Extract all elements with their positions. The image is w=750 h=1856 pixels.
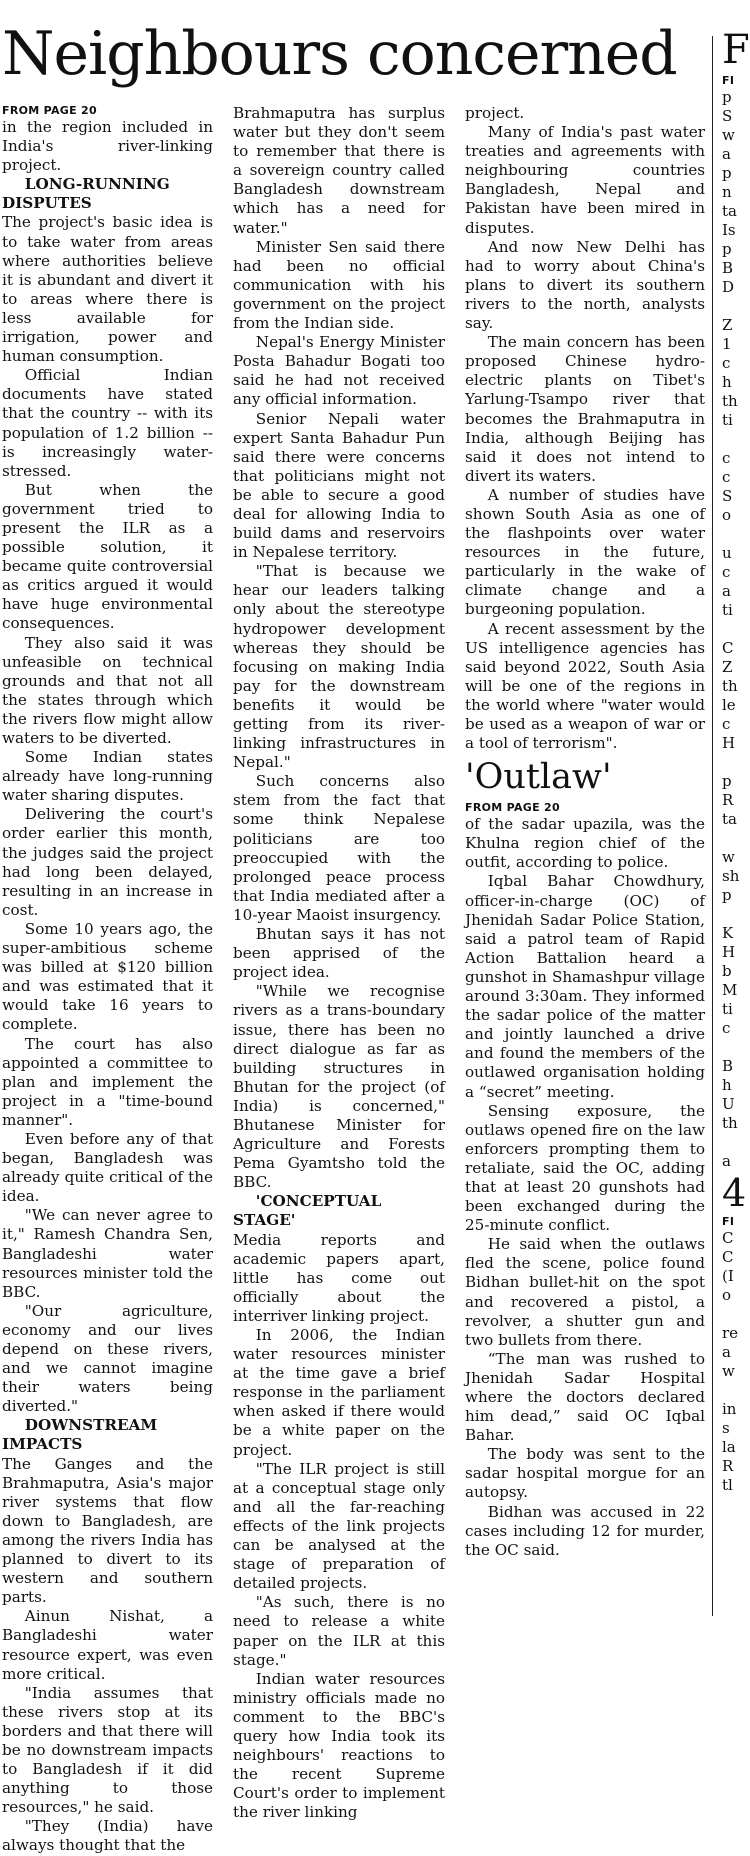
paragraph: "Our agriculture, economy and our lives depend on these rivers, and we cannot imagine their waters being diverted." [2,1301,213,1416]
paragraph: He said when the outlaws fled the scene, police found Bidhan bullet-hit on the spot and recovered a pistol, a revolver, a shutter gun and two bullets from there. [465,1235,705,1349]
clipped-line-fragment: p [722,240,732,258]
subheading: DOWNSTREAM IMPACTS [2,1416,158,1454]
continued-from-kicker: FROM PAGE 20 [2,104,97,117]
clipped-line-fragment: H [722,943,736,961]
article-column-3 [465,104,705,1560]
paragraph: But when the government tried to present the ILR as a possible solution, it became quite controversial as critics argued it would have huge environmental consequences. [2,480,213,633]
clipped-next-article [722,27,750,1495]
paragraph: The main concern has been proposed Chinese hydro-electric plants on Tibet's Yarlung-Tsampo river that becomes the Brahmaputra in India, although Beijing has said it does not intend to divert its waters. [465,333,705,485]
paragraph: “The man was rushed to Jhenidah Sadar Hospital where the doctors declared him dead,” said OC Iqbal Bahar. [465,1349,705,1445]
paragraph: The body was sent to the sadar hospital morgue for an autopsy. [465,1445,705,1502]
clipped-line-fragment [722,525,730,544]
clipped-line-fragment: K [722,924,734,942]
clipped-line-fragment: w [722,848,735,866]
clipped-line-fragment: a [722,1343,731,1361]
paragraph: In 2006, the Indian water resources minister at the time gave a brief response in the parliament when asked if there would be a white paper on the project. [233,1326,445,1459]
clipped-line-fragment: S [722,107,733,125]
continued-from-kicker: FROM PAGE 20 [465,801,560,815]
column-divider [712,36,713,1616]
paragraph: Such concerns also stem from the fact that some think Nepalese politicians are too preoccupied with the prolonged peace process that India mediated after a 10-year Maoist insurgency. [233,772,445,924]
clipped-line-fragment: n [722,183,732,201]
clipped-line-fragment: R [722,1457,734,1475]
clipped-line-fragment: re [722,1324,739,1342]
clipped-line-fragment: a [722,1152,731,1170]
clipped-line-fragment: C [722,1248,734,1266]
paragraph: Some 10 years ago, the super-ambitious scheme was billed at $120 billion and was estimated that it would take 16 years to complete. [2,919,213,1034]
clipped-line-fragment: 1 [722,335,732,353]
paragraph: Indian water resources ministry officials made no comment to the BBC's query how India took its neighbours' reactions to the recent Supreme Court's order to implement the river linking [233,1669,445,1822]
article-column-2 [233,104,445,1822]
clipped-line-fragment: c [722,715,731,733]
clipped-line-fragment: S [722,487,733,505]
clipped-text-fragments-2 [722,1229,739,1495]
clipped-line-fragment: le [722,696,736,714]
outlaw-headline: 'Outlaw' [465,757,612,798]
clipped-line-fragment: o [722,506,732,524]
clipped-line-fragment [722,297,730,316]
clipped-line-fragment [722,829,730,848]
clipped-kicker-2: FI [722,1215,735,1228]
paragraph: Sensing exposure, the outlaws opened fire on the law enforcers prompting them to retaliate, said the OC, adding that at least 20 gunshots had been exchanged during the 25-minute conflict. [465,1101,705,1235]
clipped-line-fragment: M [722,981,738,999]
clipped-line-fragment [722,1305,730,1324]
clipped-line-fragment: c [722,468,731,486]
clipped-line-fragment: p [722,164,732,182]
paragraph: Some Indian states already have long-running water sharing disputes. [2,748,213,805]
paragraph: Bhutan says it has not been apprised of the project idea. [233,925,445,982]
paragraph: And now New Delhi has had to worry about China's plans to divert its southern rivers to the north, analysts say. [465,237,705,333]
clipped-text-fragments [722,88,740,1171]
paragraph: Iqbal Bahar Chowdhury, officer-in-charge (OC) of Jhenidah Sadar Police Station, said a patrol team of Rapid Action Battalion heard a gunshot in Shamashpur village around 3:30am. They informed the sadar police of the matter and jointly launched a drive and found the members of the outlawed organisation holding a “secret” meeting. [465,872,705,1101]
clipped-line-fragment: sh [722,867,740,885]
clipped-line-fragment: th [722,1114,738,1132]
clipped-line-fragment: c [722,563,731,581]
clipped-line-fragment: a [722,582,731,600]
clipped-line-fragment [722,1038,730,1057]
paragraph: Media reports and academic papers apart, little has come out officially about the interriver linking project. [233,1230,445,1325]
subheading: LONG-RUNNING DISPUTES [2,175,170,213]
clipped-line-fragment: H [722,734,736,752]
clipped-line-fragment: C [722,1229,734,1247]
clipped-line-fragment: a [722,145,731,163]
paragraph: in the region included in India's river-linking project. [2,118,213,175]
paragraph: "As such, there is no need to release a white paper on the ILR at this stage." [233,1593,445,1669]
paragraph: Senior Nepali water expert Santa Bahadur Pun said there were concerns that politicians might not be able to secure a good deal for allowing India to build dams and reservoirs in Nepalese territory. [233,409,445,562]
clipped-line-fragment [722,905,730,924]
clipped-line-fragment: R [722,791,734,809]
clipped-line-fragment [722,1133,730,1152]
paragraph: A recent assessment by the US intelligence agencies has said beyond 2022, South Asia will be one of the regions in the world where "water would be used as a weapon of war or a tool of terrorism". [465,619,705,753]
paragraph: of the sadar upazila, was the Khulna region chief of the outfit, according to police. [465,815,705,872]
clipped-line-fragment: p [722,88,732,106]
paragraph: The court has also appointed a committee to plan and implement the project in a "time-bound manner". [2,1034,213,1129]
clipped-line-fragment [722,1381,730,1400]
clipped-headline: F [722,27,750,73]
clipped-line-fragment: B [722,259,734,277]
clipped-line-fragment: c [722,449,731,467]
paragraph: "They (India) have always thought that the [2,1817,213,1855]
paragraph: The project's basic idea is to take water from areas where authorities believe it is abundant and divert it to areas where there is less available for irrigation, power and human consumption. [2,213,213,366]
clipped-line-fragment: la [722,1438,736,1456]
paragraph: The Ganges and the Brahmaputra, Asia's major river systems that flow down to Bangladesh, are among the rivers India has planned to divert to its western and southern parts. [2,1454,213,1607]
clipped-line-fragment: B [722,1057,734,1075]
headline: Neighbours concerned [2,19,677,89]
paragraph: "That is because we hear our leaders talking only about the stereotype hydropower development whereas they should be focusing on making India pay for the downstream benefits it would be getting from its river-linking infrastructures in Nepal." [233,562,445,772]
clipped-line-fragment: Z [722,316,733,334]
clipped-line-fragment: p [722,772,732,790]
paragraph: A number of studies have shown South Asia as one of the flashpoints over water resources in the future, particularly in the wake of climate change and a burgeoning population. [465,485,705,619]
clipped-headline-2: 4 [722,1171,747,1215]
paragraph: They also said it was unfeasible on technical grounds and that not all the states through which the rivers flow might allow waters to be diverted. [2,633,213,747]
clipped-line-fragment [722,753,730,772]
clipped-line-fragment: u [722,544,732,562]
paragraph: project. [465,104,525,122]
clipped-line-fragment: c [722,354,731,372]
paragraph: Official Indian documents have stated that the country -- with its population of 1.2 billion -- is increasingly water-stressed. [2,366,213,480]
paragraph: "We can never agree to it," Ramesh Chandra Sen, Bangladeshi water resources minister told the BBC. [2,1206,213,1301]
clipped-line-fragment: ti [722,1000,733,1018]
paragraph: Bidhan was accused in 22 cases including 12 for murder, the OC said. [465,1502,705,1559]
clipped-line-fragment: U [722,1095,735,1113]
clipped-line-fragment: D [722,278,735,296]
clipped-line-fragment: (I [722,1267,734,1285]
paragraph: Nepal's Energy Minister Posta Bahadur Bogati too said he had not received any official information. [233,333,445,409]
clipped-line-fragment: ti [722,411,733,429]
paragraph: Ainun Nishat, a Bangladeshi water resource expert, was even more critical. [2,1607,213,1683]
clipped-kicker: FI [722,74,735,87]
paragraph: Delivering the court's order earlier this month, the judges said the project had long been delayed, resulting in an increase in cost. [2,805,213,919]
paragraph: Brahmaputra has surplus water but they don't seem to remember that there is a sovereign country called Bangladesh downstream which has a need for water." [233,104,445,237]
clipped-line-fragment: b [722,962,732,980]
clipped-line-fragment: in [722,1400,737,1418]
clipped-line-fragment [722,430,730,449]
paragraph: Many of India's past water treaties and agreements with neighbouring countries Bangladesh, Nepal and Pakistan have been mired in disputes. [465,123,705,237]
paragraph: Even before any of that began, Bangladesh was already quite critical of the idea. [2,1129,213,1206]
clipped-line-fragment: w [722,1362,735,1380]
clipped-line-fragment: th [722,677,738,695]
clipped-line-fragment: ti [722,601,733,619]
clipped-line-fragment: Z [722,658,733,676]
clipped-line-fragment: h [722,1076,732,1094]
clipped-line-fragment: Is [722,221,736,239]
clipped-line-fragment: th [722,392,738,410]
paragraph: Minister Sen said there had been no official communication with his government on the project from the Indian side. [233,237,445,333]
clipped-line-fragment [722,620,730,639]
clipped-line-fragment: s [722,1419,730,1437]
paragraph: "While we recognise rivers as a trans-boundary issue, there has been no direct dialogue as far as building structures in Bhutan for the project (of India) is concerned," Bhutanese Minister for Agriculture and Forests Pema Gyamtsho told the BBC. [233,982,445,1192]
clipped-line-fragment: tl [722,1476,733,1494]
clipped-line-fragment: h [722,373,732,391]
clipped-line-fragment: w [722,126,735,144]
subheading: 'CONCEPTUAL STAGE' [233,1192,382,1230]
paragraph: "India assumes that these rivers stop at its borders and that there will be no downstream impacts to Bangladesh if it did anything to those resources," he said. [2,1683,213,1817]
clipped-line-fragment: C [722,639,734,657]
clipped-line-fragment: ta [722,810,737,828]
article-column-1 [2,104,213,1856]
clipped-line-fragment: c [722,1019,731,1037]
paragraph: "The ILR project is still at a conceptual stage only and all the far-reaching effects of the link projects can be analysed at the stage of preparation of detailed projects. [233,1459,445,1593]
clipped-line-fragment: ta [722,202,737,220]
clipped-line-fragment: o [722,1286,732,1304]
clipped-line-fragment: p [722,886,732,904]
